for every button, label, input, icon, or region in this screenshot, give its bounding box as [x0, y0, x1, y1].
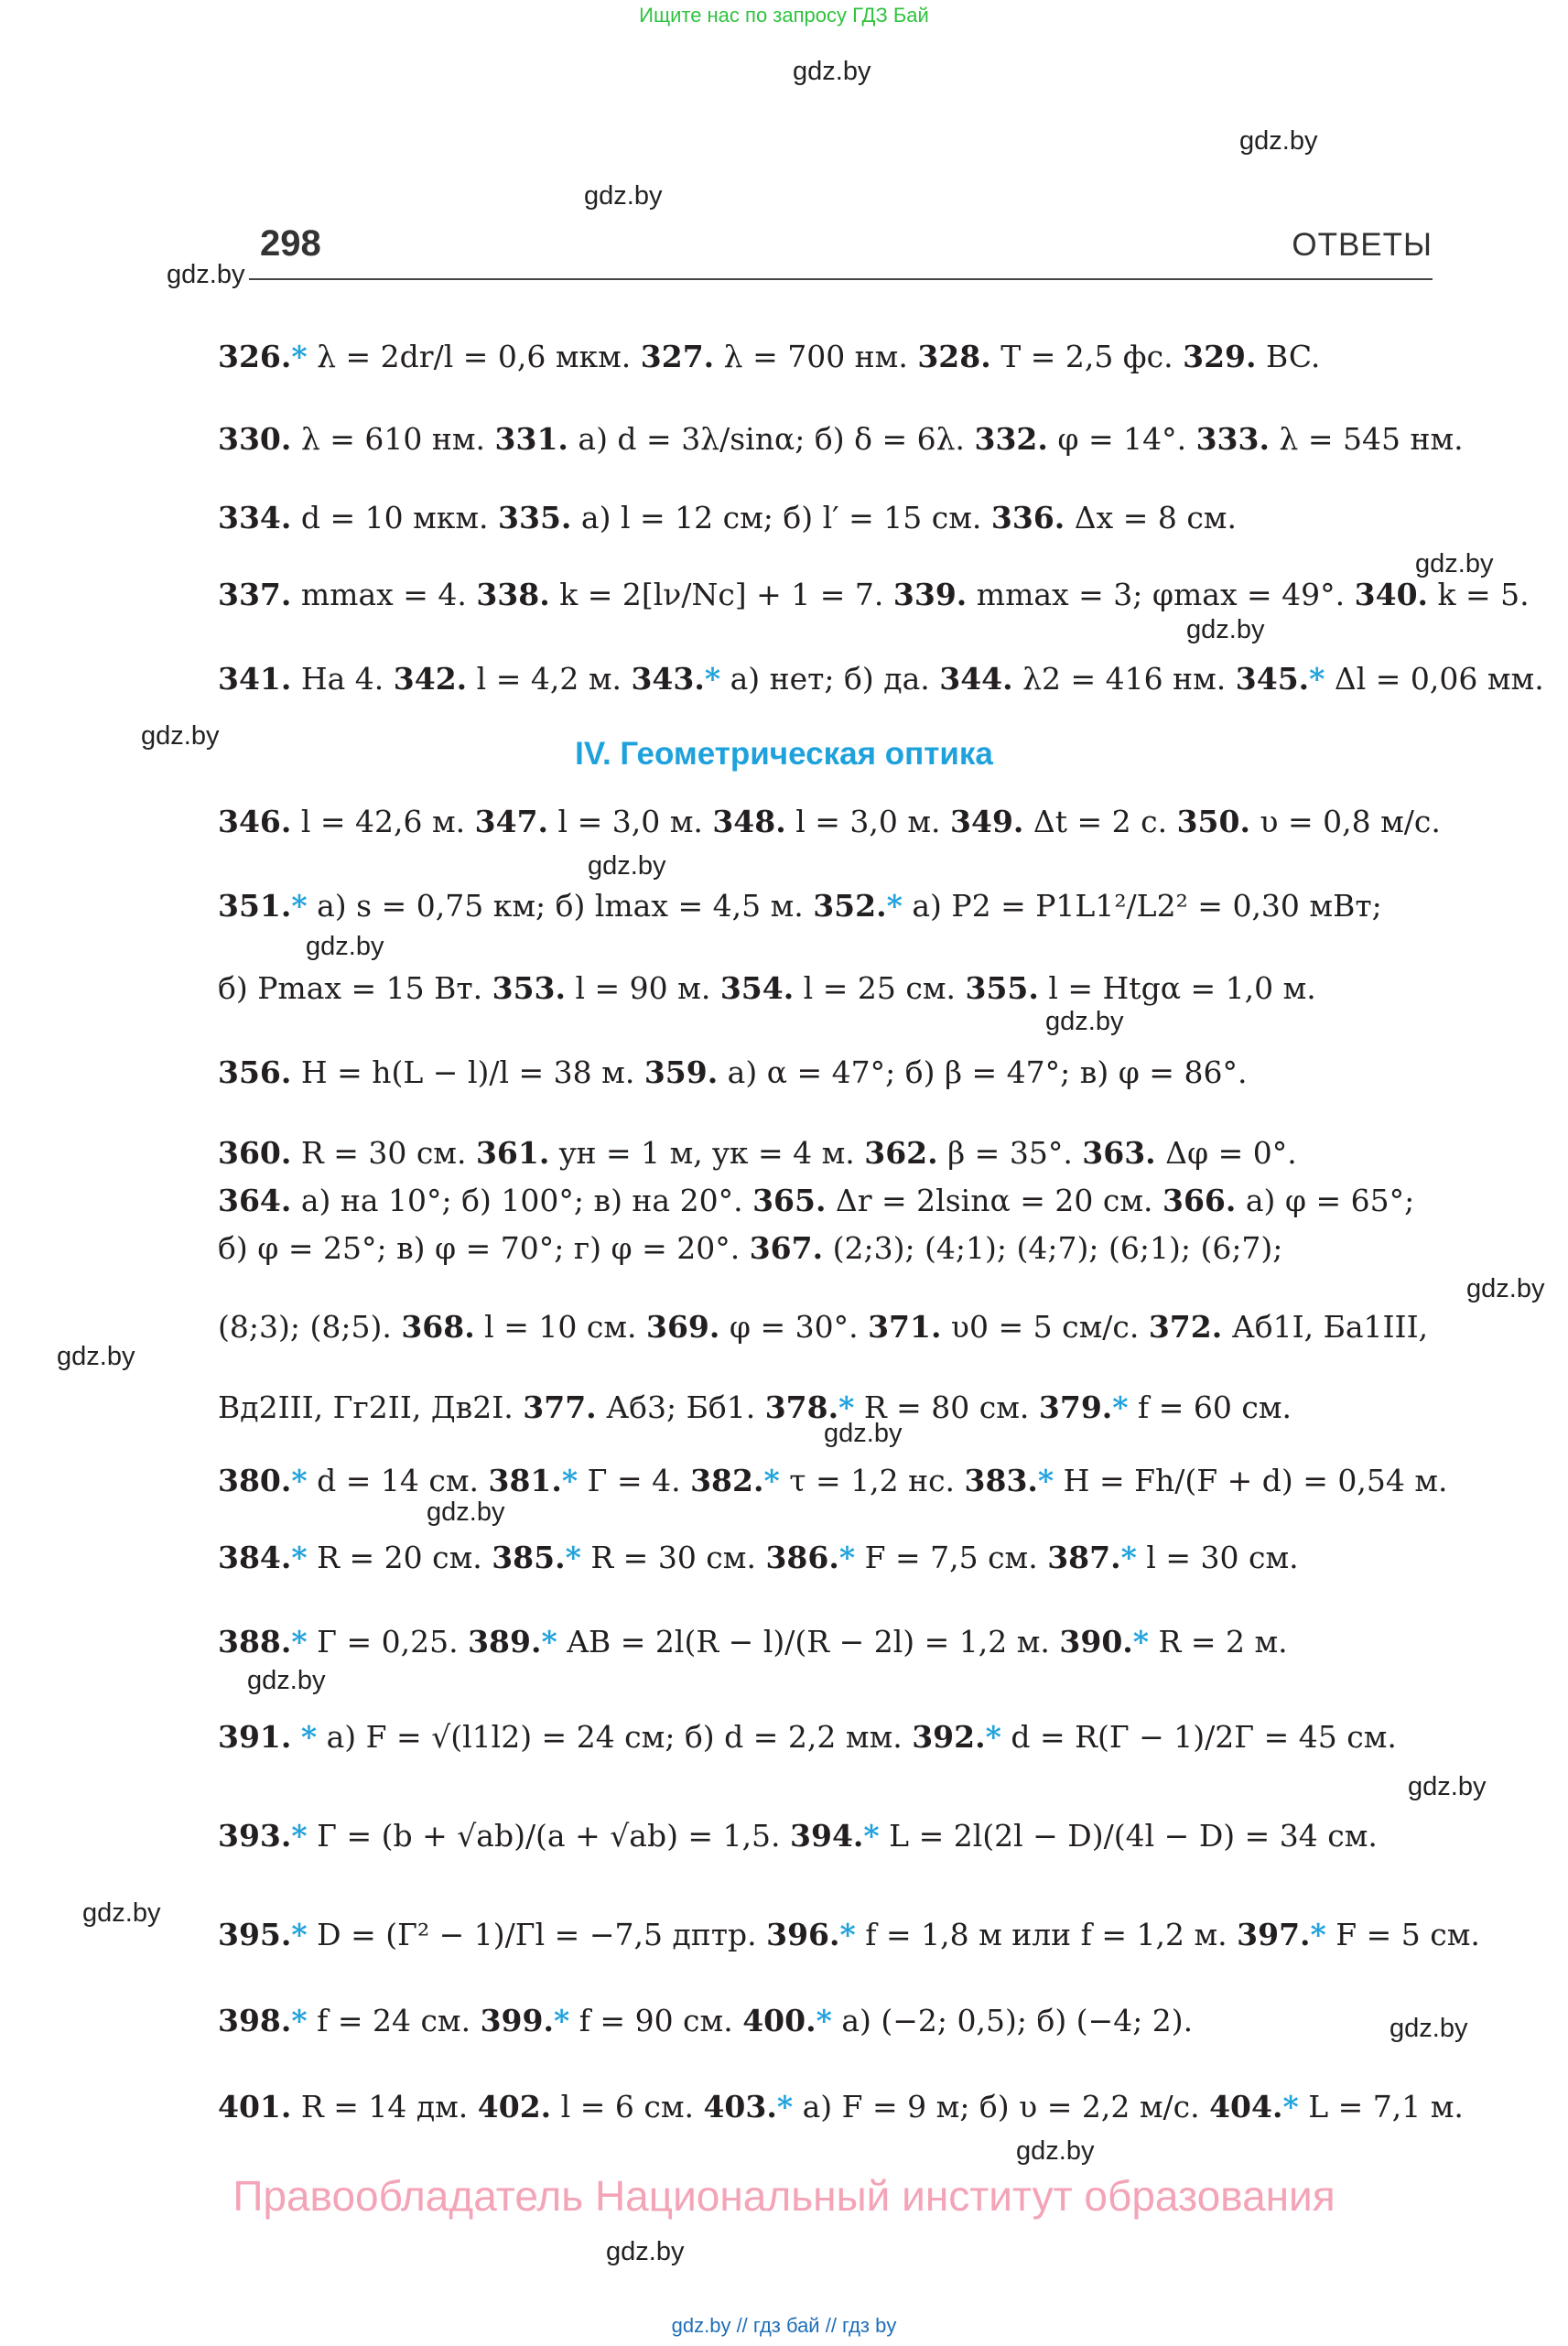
- answer-line: 395.* D = (Г² − 1)/Гl = −7,5 дптр. 396.* f = 1,8 м или f = 1,2 м. 397.* F = 5 см.: [218, 1917, 1480, 1952]
- answer-line: 393.* Г = (b + √ab)/(a + √ab) = 1,5. 394.* L = 2l(2l − D)/(4l − D) = 34 см.: [218, 1818, 1378, 1854]
- answer-line: 351.* а) s = 0,75 км; б) lmax = 4,5 м. 352.* а) P2 = P1L1²/L2² = 0,30 мВт;: [218, 888, 1382, 924]
- answer-line: Вд2III, Гг2II, Дв2I. 377. Аб3; Бб1. 378.* R = 80 см. 379.* f = 60 см.: [218, 1389, 1292, 1425]
- answer-line: 380.* d = 14 см. 381.* Г = 4. 382.* τ = 1,2 нс. 383.* H = Fh/(F + d) = 0,54 м.: [218, 1463, 1448, 1498]
- watermark: gdz.by: [1415, 549, 1494, 578]
- answer-line: 334. d = 10 мкм. 335. а) l = 12 см; б) l′ = 15 см. 336. Δx = 8 см.: [218, 500, 1237, 535]
- watermark: gdz.by: [1186, 615, 1265, 644]
- header-rule: [249, 278, 1433, 280]
- running-head: ОТВЕТЫ: [1292, 227, 1433, 263]
- answer-line: 326.* λ = 2dr/l = 0,6 мкм. 327. λ = 700 нм. 328. T = 2,5 фс. 329. BC.: [218, 339, 1321, 374]
- copyright-notice: Правообладатель Национальный институт образования: [232, 2172, 1336, 2220]
- watermark: gdz.by: [247, 1666, 326, 1695]
- watermark: gdz.by: [793, 57, 871, 86]
- watermark: gdz.by: [141, 721, 220, 751]
- watermark: gdz.by: [1016, 2136, 1095, 2166]
- footer-links[interactable]: gdz.by // гдз бай // гдз by: [671, 2314, 897, 2337]
- top-search-note: Ищите нас по запросу ГДЗ Бай: [639, 4, 929, 27]
- answer-line: б) Pmax = 15 Вт. 353. l = 90 м. 354. l = 25 см. 355. l = Htgα = 1,0 м.: [218, 970, 1316, 1006]
- answer-line: 360. R = 30 см. 361. yн = 1 м, yк = 4 м. 362. β = 35°. 363. Δφ = 0°.: [218, 1135, 1297, 1171]
- watermark: gdz.by: [1239, 126, 1318, 156]
- answer-line: 388.* Г = 0,25. 389.* AB = 2l(R − l)/(R − 2l) = 1,2 м. 390.* R = 2 м.: [218, 1624, 1288, 1659]
- answer-line: (8;3); (8;5). 368. l = 10 см. 369. φ = 30°. 371. υ0 = 5 см/с. 372. Аб1I, Ба1III,: [218, 1309, 1429, 1345]
- watermark: gdz.by: [1408, 1772, 1487, 1801]
- answer-line: 337. mmax = 4. 338. k = 2[lν/Nc] + 1 = 7. 339. mmax = 3; φmax = 49°. 340. k = 5.: [218, 577, 1530, 612]
- watermark: gdz.by: [57, 1342, 135, 1371]
- watermark: gdz.by: [427, 1497, 505, 1527]
- answer-line: 398.* f = 24 см. 399.* f = 90 см. 400.* а) (−2; 0,5); б) (−4; 2).: [218, 2003, 1194, 2038]
- watermark: gdz.by: [824, 1419, 903, 1448]
- answer-line: 401. R = 14 дм. 402. l = 6 см. 403.* а) F = 9 м; б) υ = 2,2 м/с. 404.* L = 7,1 м.: [218, 2089, 1464, 2124]
- answer-line: 356. H = h(L − l)/l = 38 м. 359. а) α = 47°; б) β = 47°; в) φ = 86°.: [218, 1054, 1248, 1090]
- answer-line: 341. На 4. 342. l = 4,2 м. 343.* а) нет; б) да. 344. λ2 = 416 нм. 345.* Δl = 0,06 мм.: [218, 661, 1544, 697]
- answer-line: 364. а) на 10°; б) 100°; в) на 20°. 365. Δr = 2lsinα = 20 см. 366. а) φ = 65°;: [218, 1183, 1415, 1218]
- watermark: gdz.by: [306, 932, 384, 961]
- watermark: gdz.by: [588, 851, 666, 881]
- watermark: gdz.by: [1045, 1007, 1124, 1036]
- watermark: gdz.by: [167, 260, 245, 289]
- answer-line: 384.* R = 20 см. 385.* R = 30 см. 386.* F = 7,5 см. 387.* l = 30 см.: [218, 1540, 1299, 1575]
- page-number: 298: [260, 223, 321, 264]
- watermark: gdz.by: [584, 181, 663, 211]
- answer-line: 346. l = 42,6 м. 347. l = 3,0 м. 348. l = 3,0 м. 349. Δt = 2 с. 350. υ = 0,8 м/с.: [218, 804, 1441, 839]
- watermark: gdz.by: [1466, 1274, 1545, 1303]
- answer-line: 330. λ = 610 нм. 331. а) d = 3λ/sinα; б) δ = 6λ. 332. φ = 14°. 333. λ = 545 нм.: [218, 421, 1464, 457]
- watermark: gdz.by: [82, 1898, 161, 1928]
- answer-line: 391. * а) F = √(l1l2) = 24 см; б) d = 2,2 мм. 392.* d = R(Г − 1)/2Г = 45 см.: [218, 1719, 1397, 1755]
- watermark: gdz.by: [1390, 2014, 1468, 2043]
- watermark: gdz.by: [606, 2237, 685, 2266]
- answer-line: б) φ = 25°; в) φ = 70°; г) φ = 20°. 367. (2;3); (4;1); (4;7); (6;1); (6;7);: [218, 1230, 1283, 1266]
- section-title: IV. Геометрическая оптика: [575, 736, 993, 772]
